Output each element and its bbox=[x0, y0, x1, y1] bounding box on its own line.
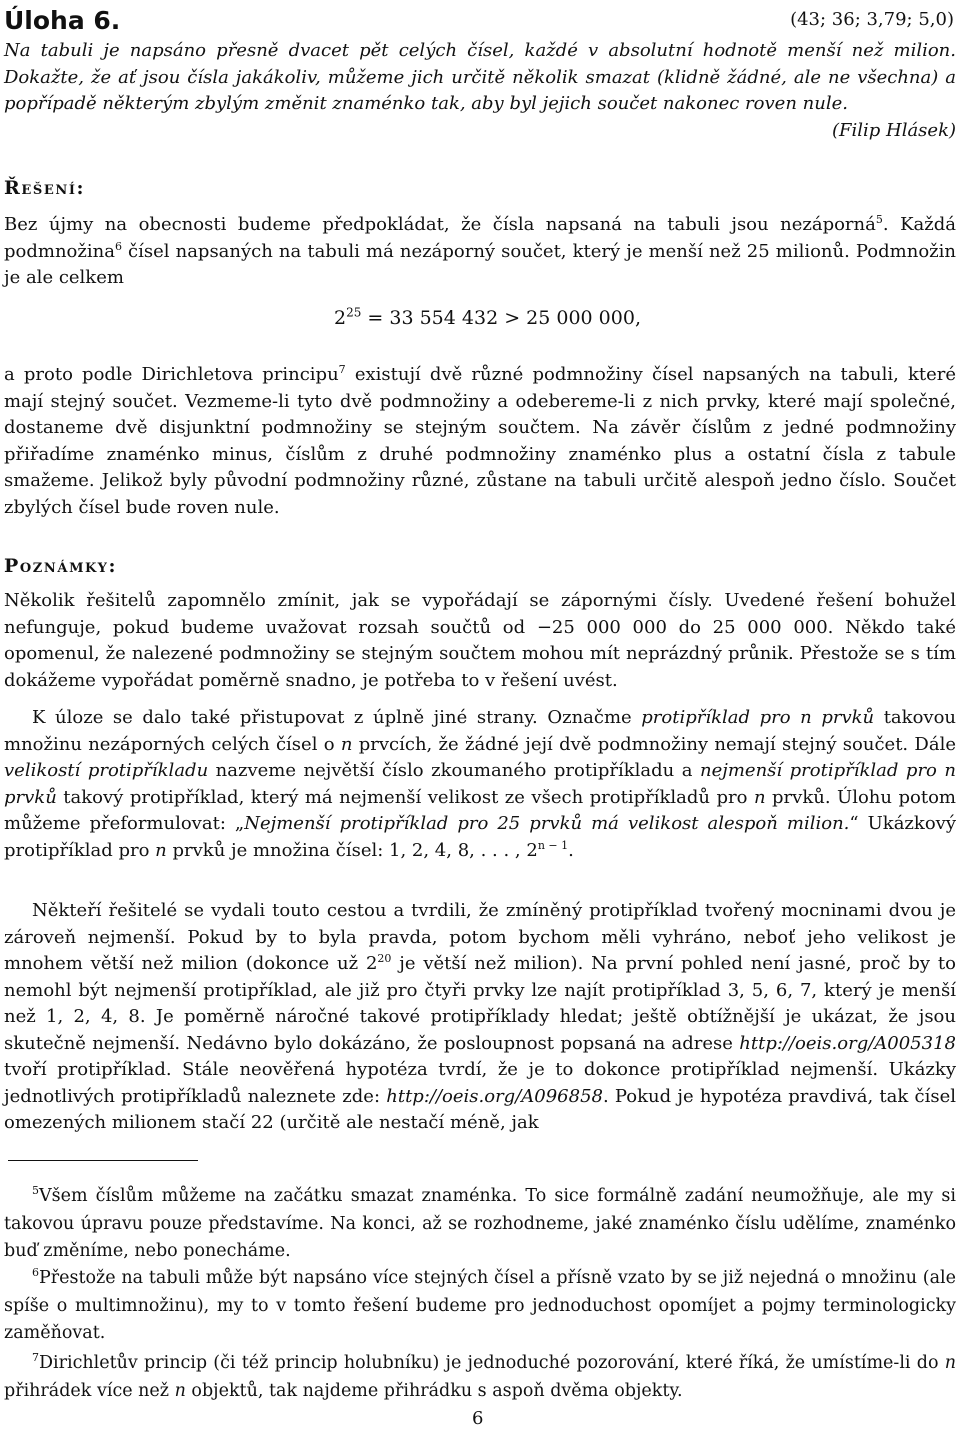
notes-text: prvků. Úlohu potom můžeme přeformulovat: „ bbox=[4, 786, 956, 834]
term-velikost: velikostí protipříkladu bbox=[4, 760, 209, 781]
notes-text: je větší než milion). Na první pohled není jasné, proč by to nemohl být nejmenší protipříklad, ale již pro čtyři prvky lze najít protipříklad 3, 5, 6, 7, který je menší než 1, 2, 4, 8. Je poměrně náročné takové protipříklady hledat; ještě obtížnější je ukázat, že jsou skutečně nejmenší. Nedávno bylo dokázáno, že posloupnost popsaná na adrese bbox=[4, 953, 956, 1054]
footnote-divider bbox=[8, 1160, 198, 1161]
footnote-5 bbox=[4, 1183, 956, 1266]
solution-text: Bez újmy na obecnosti budeme předpokládat, že čísla napsaná na tabuli jsou nezáporná bbox=[4, 214, 876, 235]
statement-text: Na tabuli je napsáno přesně dvacet pět celých čísel, každé v absolutní hodnotě menší než milion. Dokažte, že ať jsou čísla jakákoliv, můžeme jich určitě několik smazat (klidně žádné, ale ne všechna) a popřípadě některým zbylým změnit znaménko tak, aby byl jejich součet nakonec roven nule. bbox=[4, 40, 956, 114]
solution-text: . Každá podmnožina bbox=[4, 214, 956, 262]
notes-text: . Pokud je hypotéza pravdivá, tak čísel omezených milionem stačí 22 (určitě ale nestačí méně, jak bbox=[4, 1085, 956, 1133]
task-scores: (43; 36; 3,79; 5,0) bbox=[790, 9, 954, 30]
footnote-text: Přestože na tabuli může být napsáno více stejných čísel a přísně vzato by se již nejedná o množinu (ale spíše o multimnožinu), my to v tomto řešení budeme pro jednoduchost opomíjet a pojmy terminologicky zaměňovat. bbox=[4, 1268, 956, 1343]
math-exponent: 20 bbox=[377, 952, 392, 965]
notes-heading: Poznámky: bbox=[4, 555, 118, 577]
footnote-text: přihrádek více než bbox=[4, 1380, 175, 1401]
notes-text: prvků je množina čísel: 1, 2, 4, 8, . . . , 2 bbox=[166, 839, 538, 861]
math-n: n bbox=[944, 1353, 956, 1373]
math-n: n bbox=[155, 839, 167, 861]
footnote-ref-7: 7 bbox=[338, 363, 346, 376]
notes-paragraph-1: Několik řešitelů zapomnělo zmínit, jak se vypořádají se zápornými čísly. Uvedené řešení bohužel nefunguje, pokud budeme uvažovat rozsah součtů od −25 000 000 do 25 000 000. Někdo také opomenul, že nalezené podmnožiny se stejným součtem mohou mít neprázdný průnik. Přestože se s tím dokážeme vypořádat poměrně snadno, je potřeba to v řešení uvést. bbox=[4, 590, 956, 691]
notes-text: tvoří protipříklad. Stále neověřená hypotéza tvrdí, že je to dokonce protipříklad nejmenší. Ukázky jednotlivých protipříkladů naleznete zde: bbox=[4, 1059, 956, 1107]
footnote-ref-5: 5 bbox=[875, 213, 883, 226]
notes-text: Někteří řešitelé se vydali touto cestou a tvrdili, že zmíněný protipříklad tvořený mocninami dvou je zároveň nejmenší. Pokud by to byla pravda, potom bychom měli vyhráno, neboť jeho velikost je mnohem větší než milion (dokonce už 2 bbox=[4, 900, 956, 974]
solution-text: čísel napsaných na tabuli má nezáporný součet, který je menší než 25 milionů. Podmnožin je ale celkem bbox=[4, 240, 956, 288]
math-n: n bbox=[174, 1380, 186, 1401]
notes-text: nazveme největší číslo zkoumaného protipříkladu a bbox=[208, 760, 701, 781]
footnote-number: 5 bbox=[32, 1184, 39, 1198]
math-exponent: 25 bbox=[346, 305, 362, 320]
solution-paragraph-2 bbox=[4, 362, 956, 521]
oeis-link-a096858[interactable]: http://oeis.org/A096858 bbox=[386, 1085, 603, 1107]
footnote-number: 7 bbox=[32, 1351, 39, 1365]
task-title: Úloha 6. bbox=[4, 6, 121, 35]
footnote-6 bbox=[4, 1265, 956, 1348]
notes-text: prvcích, že žádné její dvě podmnožiny nemají stejný součet. Dále bbox=[352, 733, 957, 755]
page-number: 6 bbox=[472, 1408, 484, 1429]
footnote-number: 6 bbox=[32, 1266, 39, 1280]
math-display bbox=[334, 307, 641, 329]
math-base: 2 bbox=[334, 307, 347, 329]
notes-text: “ Ukázkový protipříklad pro bbox=[4, 813, 956, 861]
term-protipriklad: protipříklad pro n prvků bbox=[641, 707, 875, 728]
solution-text: a proto podle Dirichletova principu bbox=[4, 364, 339, 385]
math-exponent: n − 1 bbox=[537, 838, 569, 852]
footnote-7 bbox=[4, 1350, 956, 1405]
notes-paragraph-3 bbox=[4, 898, 956, 1137]
notes-paragraph-2 bbox=[4, 705, 956, 864]
task-author: (Filip Hlásek) bbox=[831, 119, 956, 141]
solution-paragraph-1 bbox=[4, 212, 956, 292]
task-header bbox=[4, 6, 956, 40]
math-n: n bbox=[340, 733, 353, 755]
math-n: n bbox=[753, 786, 766, 808]
oeis-link-a005318[interactable]: http://oeis.org/A005318 bbox=[739, 1032, 956, 1054]
notes-text: K úloze se dalo také přistupovat z úplně jiné strany. Označme bbox=[32, 707, 642, 728]
footnote-ref-6: 6 bbox=[114, 239, 122, 253]
notes-text: takový protipříklad, který má nejmenší velikost ze všech protipříkladů pro bbox=[56, 786, 754, 808]
task-statement bbox=[4, 38, 956, 144]
solution-text: existují dvě různé podmnožiny čísel napsaných na tabuli, které mají stejný součet. Vezmeme-li tyto dvě podmnožiny a odebereme-li z nich prvky, které mají společné, dostaneme dvě disjunktní podmnožiny se stejným součtem. Na závěr číslům z jedné podmnožiny přiřadíme znaménko minus, číslům z druhé podmnožiny znaménko plus a ostatní čísla z tabule smažeme. Jelikož byly původní podmnožiny různé, zůstane na tabuli určitě alespoň jedno číslo. Součet zbylých čísel bude roven nule. bbox=[4, 364, 956, 518]
footnote-text: Všem číslům můžeme na začátku smazat znaménka. To sice formálně zadání neumožňuje, ale my si takovou úpravu pouze představíme. Na konci, až se rozhodneme, jaké znaménko číslu udělíme, znaménko buď změníme, nebo ponecháme. bbox=[4, 1186, 956, 1261]
notes-text: . bbox=[568, 839, 574, 861]
solution-heading: Řešení: bbox=[4, 177, 86, 199]
footnote-text: objektů, tak najdeme přihrádku s aspoň dvěma objekty. bbox=[185, 1380, 683, 1401]
math-rest: = 33 554 432 > 25 000 000, bbox=[361, 307, 641, 329]
term-nejmensi: nejmenší protipříklad pro n prvků bbox=[4, 760, 956, 808]
reformulation-quote: Nejmenší protipříklad pro 25 prvků má velikost alespoň milion. bbox=[244, 813, 850, 834]
notes-text: takovou množinu nezáporných celých čísel o bbox=[4, 707, 957, 755]
footnote-text: Dirichletův princip (či též princip holubníku) je jednoduché pozorování, které říká, že umístíme-li do bbox=[39, 1353, 945, 1373]
